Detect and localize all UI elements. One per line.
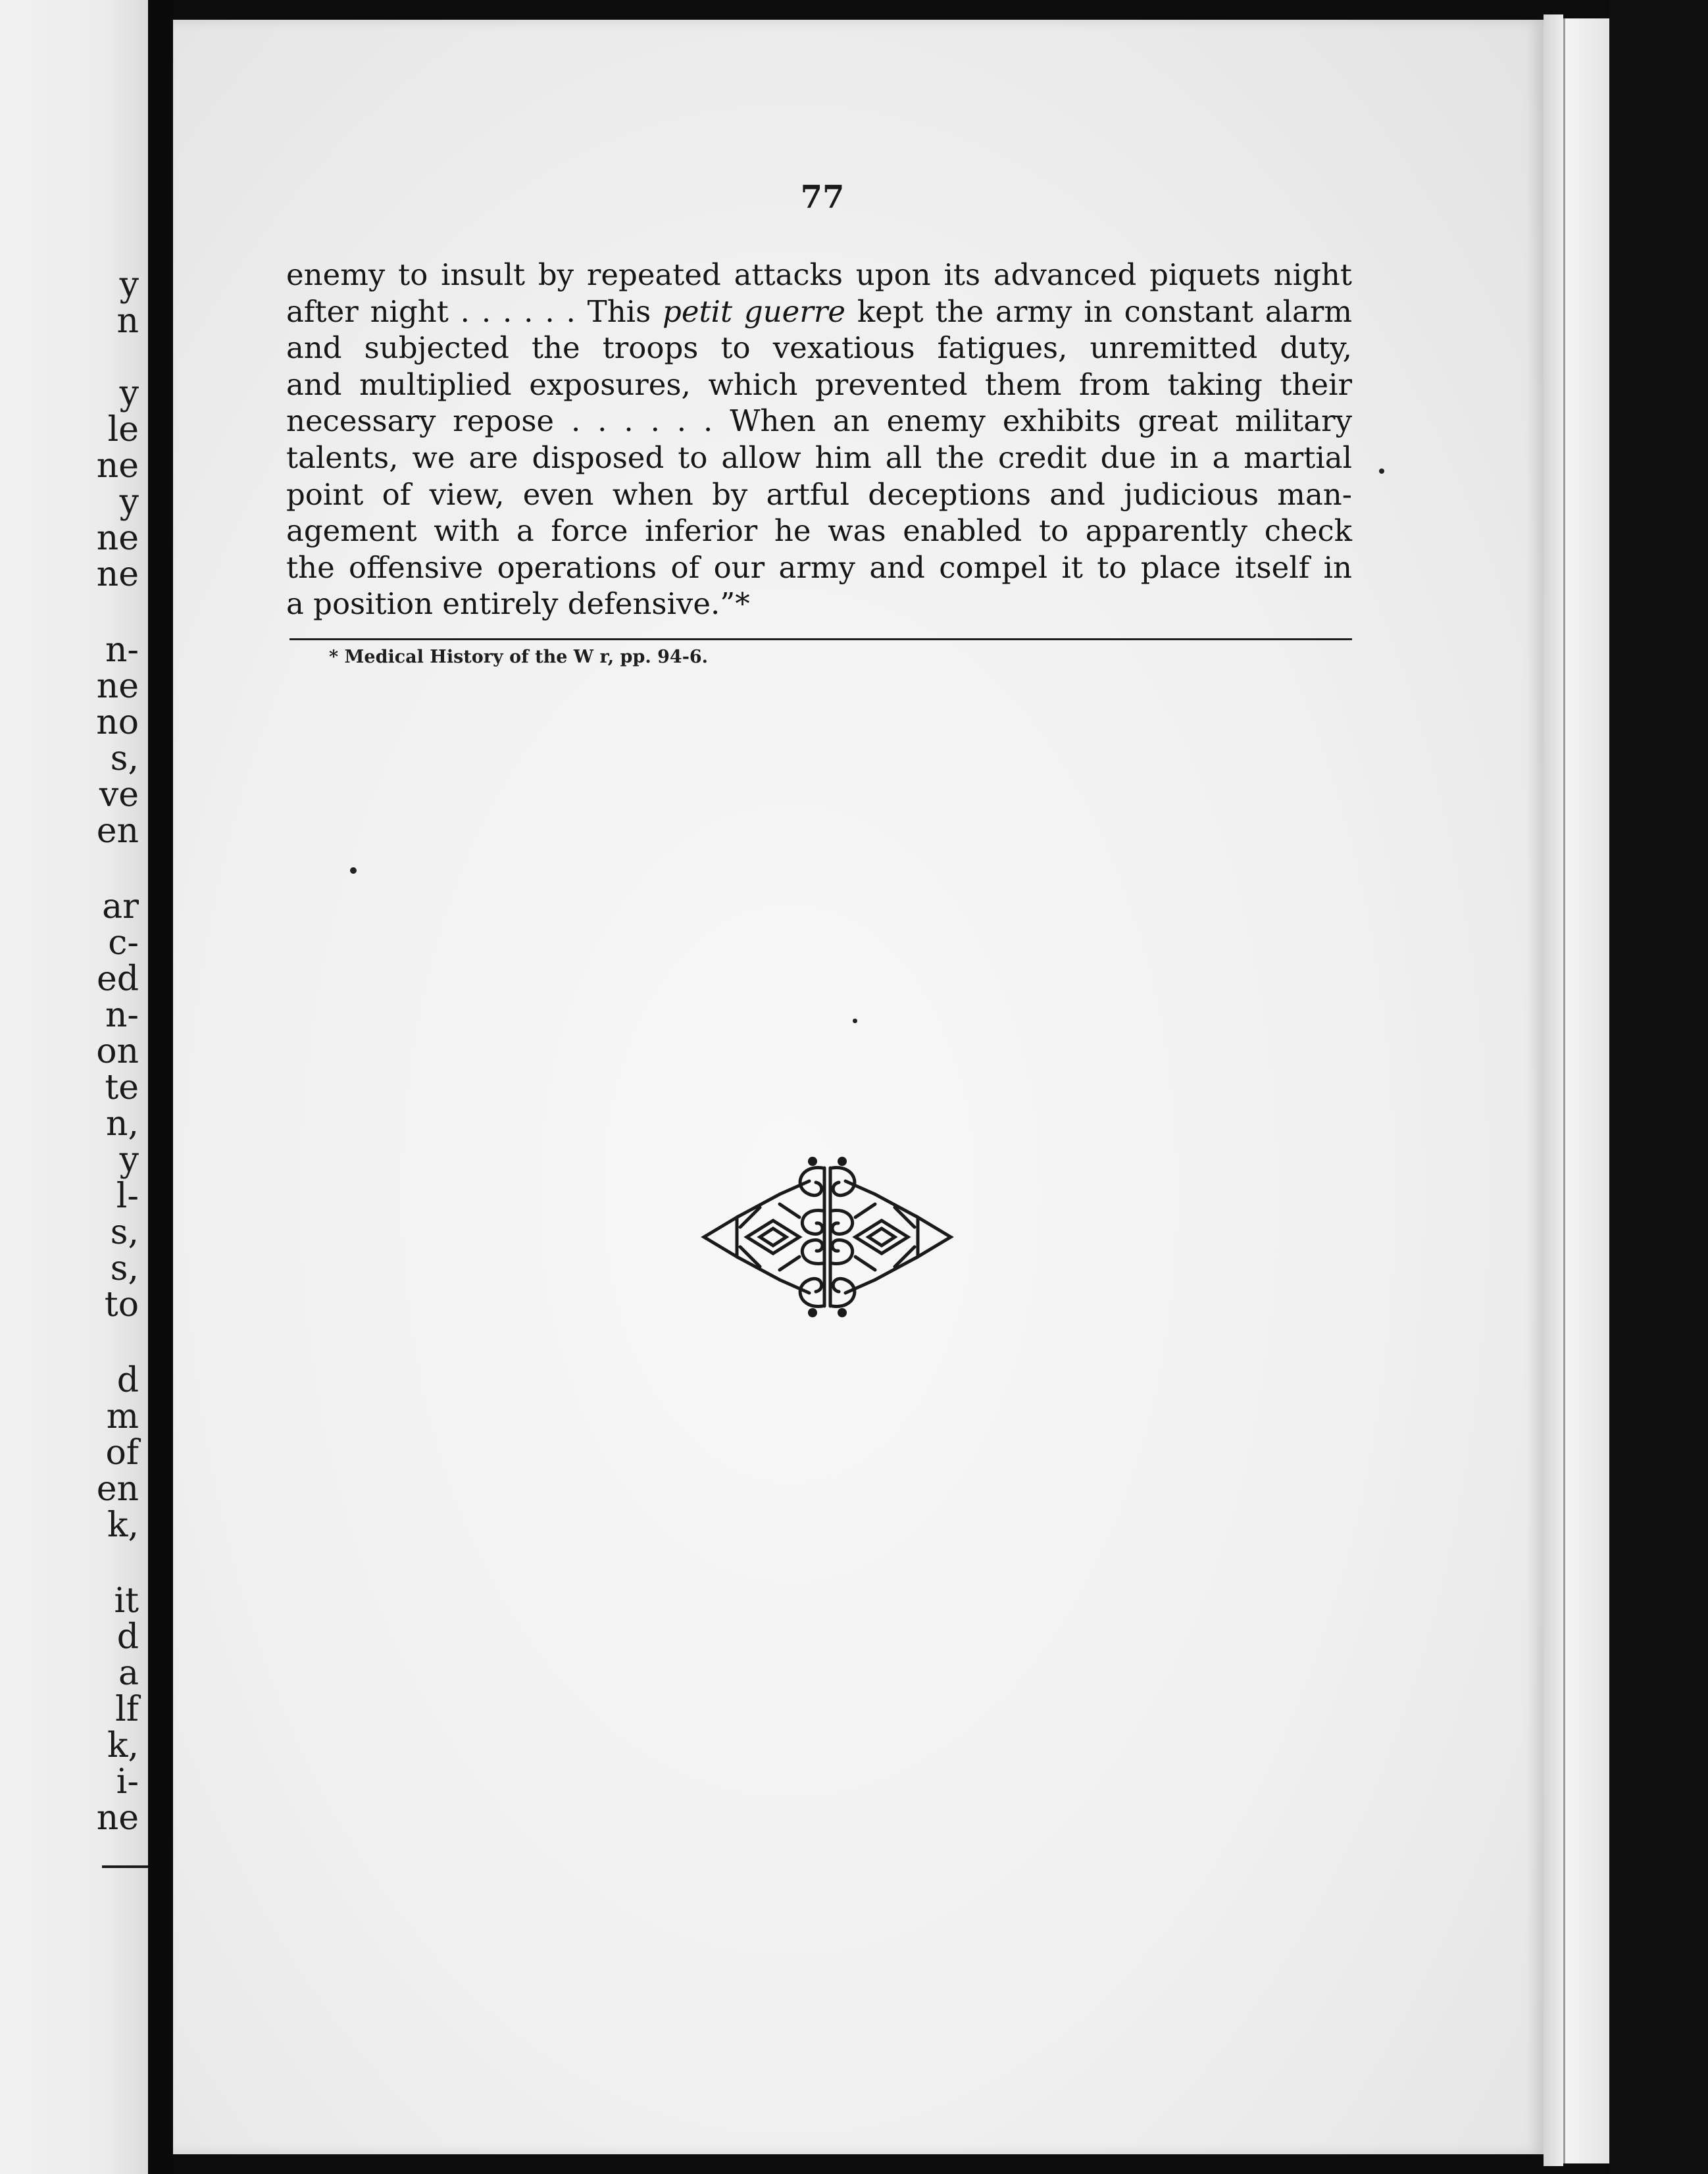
previous-page-text-fragment: ne <box>96 518 139 558</box>
page-edge-inner <box>1544 14 1563 2166</box>
body-text <box>286 257 1352 622</box>
previous-page-text-fragment: te <box>105 1068 139 1107</box>
previous-page-text-fragment: no <box>96 703 139 742</box>
previous-page-text-fragment: m <box>106 1397 139 1436</box>
previous-page-text-fragment: n- <box>105 630 139 670</box>
text-line <box>286 293 1352 330</box>
text-line <box>286 330 1352 367</box>
text-segment: agement with a force inferior he was enabled to apparently check <box>286 513 1352 549</box>
scan-speck <box>853 1019 857 1023</box>
text-segment: necessary repose . . . . . . When an enemy exhibits great military <box>286 403 1352 439</box>
previous-page-text-fragment: c- <box>108 923 139 963</box>
text-line <box>286 257 1352 293</box>
previous-page-rule <box>102 1865 148 1868</box>
previous-page-text-fragment: le <box>107 410 139 449</box>
previous-page-text-fragment: y <box>119 374 139 413</box>
book-gutter <box>148 0 174 2174</box>
previous-page-text-fragment: ne <box>96 1798 139 1838</box>
previous-page-text-fragment: a <box>118 1654 139 1693</box>
decorative-ornament-icon <box>701 1155 954 1319</box>
previous-page-text-fragment: k, <box>107 1726 139 1765</box>
text-line <box>286 440 1352 476</box>
text-segment: enemy to insult by repeated attacks upon its advanced piquets night <box>286 257 1352 292</box>
previous-page-text-fragment: n- <box>105 996 139 1035</box>
text-segment: talents, we are disposed to allow him all the credit due in a martial <box>286 440 1352 475</box>
text-line <box>286 367 1352 403</box>
text-segment: and multiplied exposures, which prevented them from taking their <box>286 367 1352 402</box>
scan-speck <box>1379 468 1384 474</box>
scan-speck <box>350 867 357 874</box>
previous-page-text-fragment: s, <box>110 1249 139 1288</box>
page-edge-outer <box>1563 18 1611 2163</box>
previous-page-text-fragment: ne <box>96 446 139 486</box>
previous-page-text-fragment: n <box>116 301 139 341</box>
previous-page-text-fragment: on <box>96 1032 139 1071</box>
previous-page-text-fragment: of <box>105 1433 139 1473</box>
text-segment: after night . . . . . . This <box>286 293 663 329</box>
text-segment: point of view, even when by artful deceptions and judicious man- <box>286 476 1352 512</box>
text-line <box>286 476 1352 513</box>
text-line <box>286 403 1352 440</box>
footnote-rule <box>289 638 1352 640</box>
previous-page-text-fragment: d <box>116 1617 139 1657</box>
previous-page-text-fragment: ve <box>99 775 139 815</box>
text-line <box>286 513 1352 549</box>
text-segment: kept the army in constant alarm <box>845 293 1353 329</box>
italic-phrase: petit guerre <box>663 293 845 329</box>
previous-page-text-fragment: ed <box>96 959 139 999</box>
previous-page-text-fragment: y <box>119 482 139 522</box>
previous-page-text-fragment: i- <box>116 1762 139 1802</box>
previous-page-text-fragment: ar <box>102 887 139 926</box>
footnote: * Medical History of the W r, pp. 94-6. <box>329 647 709 667</box>
previous-page-text-fragment: s, <box>110 739 139 778</box>
text-segment: the offensive operations of our army and compel it to place itself in <box>286 549 1352 585</box>
page-number: 77 <box>800 179 845 216</box>
previous-page-text-fragment: ne <box>96 555 139 594</box>
previous-page-text-fragment: ne <box>96 667 139 706</box>
text-segment: a position entirely defensive.”* <box>286 586 750 622</box>
previous-page-text-fragment: k, <box>107 1505 139 1545</box>
text-line <box>286 586 1352 622</box>
previous-page-text-fragment: d <box>116 1361 139 1400</box>
previous-page-text-fragment: to <box>104 1285 139 1325</box>
previous-page-text-fragment: it <box>114 1581 139 1621</box>
previous-page-edge <box>0 0 148 2174</box>
previous-page-text-fragment: y <box>119 1140 139 1180</box>
previous-page-text-fragment: n, <box>105 1104 139 1144</box>
previous-page-text-fragment: en <box>96 1469 139 1509</box>
text-line <box>286 549 1352 586</box>
previous-page-text-fragment: lf <box>115 1690 139 1729</box>
previous-page-text-fragment: y <box>119 265 139 305</box>
previous-page-text-fragment: l- <box>116 1176 139 1216</box>
text-segment: and subjected the troops to vexatious fatigues, unremitted duty, <box>286 330 1352 366</box>
previous-page-text-fragment: en <box>96 811 139 851</box>
previous-page-text-fragment: s, <box>110 1213 139 1252</box>
scan-background <box>1609 0 1708 2174</box>
